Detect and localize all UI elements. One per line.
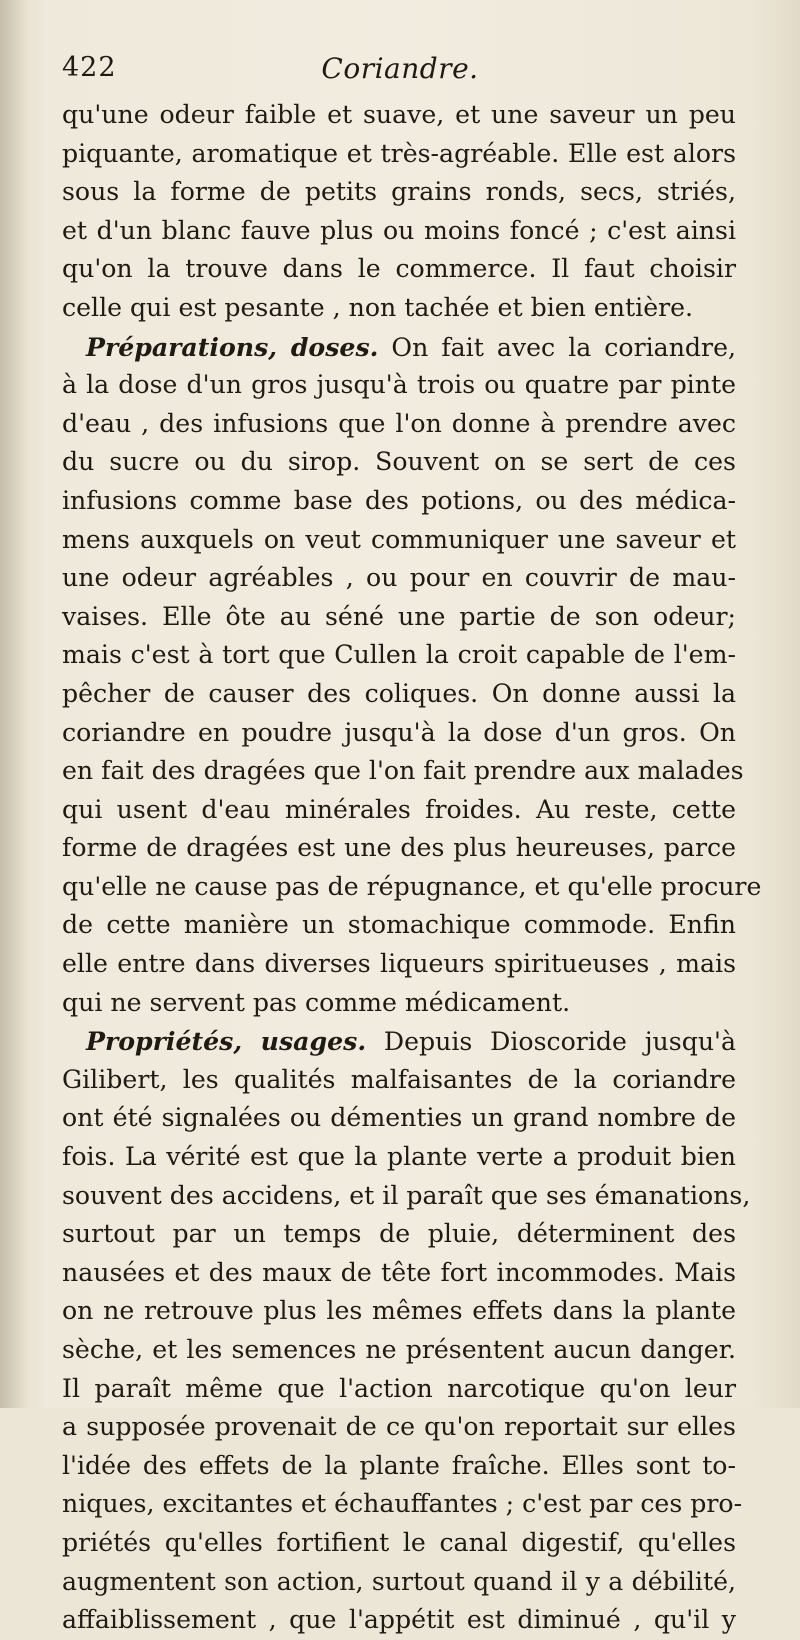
text-line	[62, 1215, 736, 1254]
text-line	[62, 135, 736, 174]
line-text: pêcher de causer des coliques. On donne aussi la	[62, 678, 736, 708]
text-line	[62, 791, 736, 830]
text-line	[62, 906, 736, 945]
text-line	[62, 1563, 736, 1602]
text-line	[62, 1292, 736, 1331]
text-line	[62, 1408, 736, 1447]
text-line	[62, 1601, 736, 1640]
line-text: augmentent son action, surtout quand il y a débilité,	[62, 1566, 736, 1596]
line-text: piquante, aromatique et très-agréable. Elle est alors	[62, 138, 736, 168]
line-text: du sucre ou du sirop. Souvent on se sert de ces	[62, 447, 736, 477]
text-line	[62, 289, 736, 328]
line-text: niques, excitantes et échauffantes ; c'est par ces pro-	[62, 1489, 743, 1519]
line-text: qu'on la trouve dans le commerce. Il faut choisir	[62, 254, 736, 284]
text-line	[62, 482, 736, 521]
text-line	[62, 868, 762, 907]
line-text: et d'un blanc fauve plus ou moins foncé ; c'est ainsi	[62, 215, 736, 245]
line-text: une odeur agréables , ou pour en couvrir de mau-	[62, 563, 736, 593]
line-text: souvent des accidens, et il paraît que ses émanations,	[62, 1180, 751, 1210]
line-text: qui ne servent pas comme médicament.	[62, 987, 571, 1017]
text-line	[62, 250, 736, 289]
line-text: on ne retrouve plus les mêmes effets dans la plante	[62, 1296, 736, 1326]
line-text: de cette manière un stomachique commode. Enfin	[62, 910, 736, 940]
line-text: fois. La vérité est que la plante verte a produit bien	[62, 1142, 736, 1172]
line-text: vaises. Elle ôte au séné une partie de son odeur;	[62, 601, 736, 631]
text-line	[62, 328, 736, 367]
line-text: elle entre dans diverses liqueurs spiritueuses , mais	[62, 949, 736, 979]
text-line	[62, 945, 736, 984]
body-text	[62, 96, 762, 1640]
text-line	[62, 1447, 736, 1486]
text-line	[62, 1177, 751, 1216]
text-line	[62, 405, 736, 444]
line-text: qui usent d'eau minérales froides. Au reste, cette	[62, 794, 736, 824]
text-line	[62, 752, 744, 791]
line-text: d'eau , des infusions que l'on donne à prendre avec	[62, 408, 736, 438]
text-line	[62, 1061, 736, 1100]
line-text: nausées et des maux de tête fort incommodes. Mais	[62, 1257, 736, 1287]
text-line	[62, 366, 736, 405]
line-text: a supposée provenait de ce qu'on reportait sur elles	[62, 1412, 736, 1442]
running-title: Coriandre.	[321, 52, 479, 85]
text-line	[62, 675, 736, 714]
line-text: Il paraît même que l'action narcotique qu'on leur	[62, 1373, 736, 1403]
line-text: en fait des dragées que l'on fait prendre aux malades	[62, 756, 744, 786]
line-text: ont été signalées ou démenties un grand nombre de	[62, 1103, 736, 1133]
line-text: Gilibert, les qualités malfaisantes de la coriandre	[62, 1064, 736, 1094]
binding-shadow	[0, 0, 28, 1408]
text-line	[62, 984, 736, 1023]
section-heading: Propriétés, usages.	[86, 1026, 367, 1057]
text-line	[62, 559, 736, 598]
line-text: sous la forme de petits grains ronds, secs, striés,	[62, 177, 736, 207]
text-line	[62, 173, 736, 212]
page-header	[62, 52, 738, 92]
text-line	[62, 1099, 736, 1138]
line-text: On fait avec la coriandre,	[378, 332, 736, 362]
line-text: infusions comme base des potions, ou des médica-	[62, 485, 736, 515]
text-line	[62, 1370, 736, 1409]
text-line	[62, 521, 736, 560]
line-text: affaiblissement , que l'appétit est diminué , qu'il y	[62, 1605, 736, 1635]
text-line	[62, 1485, 743, 1524]
line-text: qu'une odeur faible et suave, et une saveur un peu	[62, 100, 736, 129]
text-line	[62, 1524, 736, 1563]
text-line	[62, 96, 736, 135]
line-text: mais c'est à tort que Cullen la croit capable de l'em-	[62, 640, 736, 670]
text-line	[62, 714, 736, 753]
line-text: priétés qu'elles fortifient le canal digestif, qu'elles	[62, 1527, 736, 1557]
text-line	[62, 1022, 736, 1061]
line-text: qu'elle ne cause pas de répugnance, et qu'elle procure	[62, 871, 762, 901]
line-text: à la dose d'un gros jusqu'à trois ou quatre par pinte	[62, 370, 736, 400]
line-text: l'idée des effets de la plante fraîche. Elles sont to-	[62, 1450, 736, 1480]
text-line	[62, 212, 736, 251]
line-text: surtout par un temps de pluie, déterminent des	[62, 1219, 736, 1249]
section-heading: Préparations, doses.	[86, 331, 379, 362]
text-line	[62, 636, 736, 675]
line-text: coriandre en poudre jusqu'à la dose d'un gros. On	[62, 717, 736, 747]
line-text: celle qui est pesante , non tachée et bien entière.	[62, 292, 694, 322]
text-line	[62, 1138, 736, 1177]
line-text: sèche, et les semences ne présentent aucun danger.	[62, 1335, 736, 1364]
text-line	[62, 1331, 736, 1370]
text-line	[62, 829, 736, 868]
text-line	[62, 1254, 736, 1293]
text-line	[62, 443, 736, 482]
line-text: Depuis Dioscoride jusqu'à	[366, 1027, 736, 1057]
page-number: 422	[62, 52, 117, 83]
text-line	[62, 598, 736, 637]
line-text: forme de dragées est une des plus heureuses, parce	[62, 833, 736, 863]
line-text: mens auxquels on veut communiquer une saveur et	[62, 524, 736, 554]
